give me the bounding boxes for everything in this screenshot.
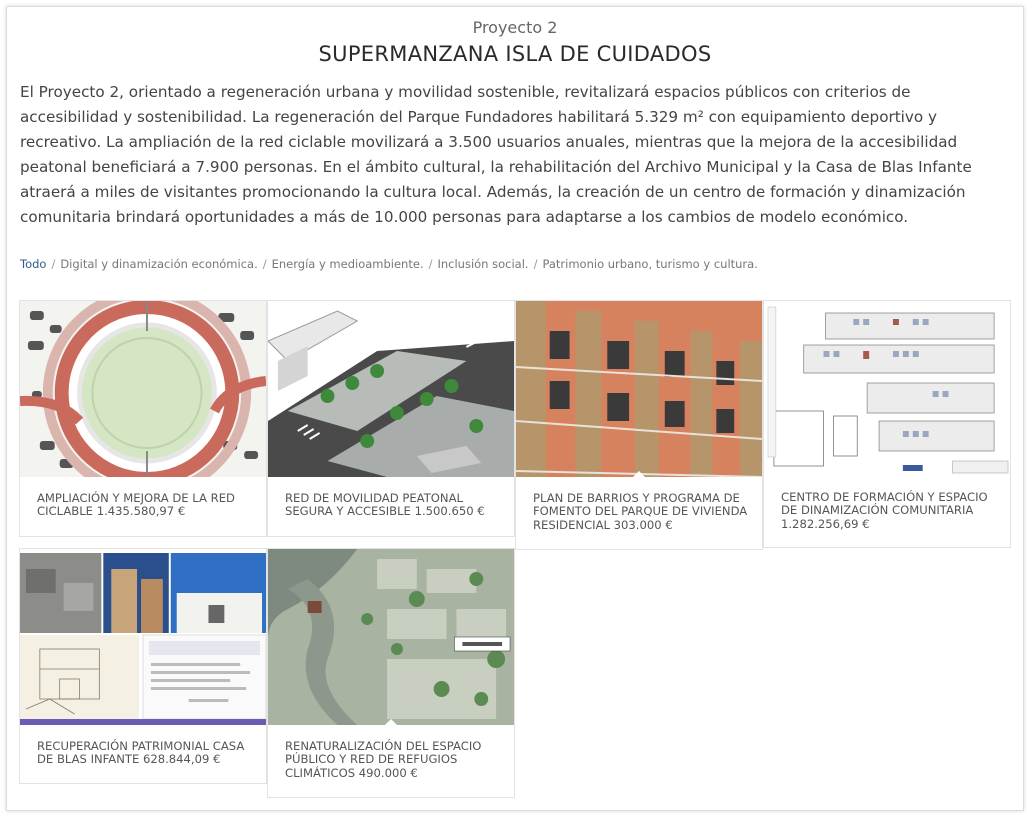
project-card-plan-barrios[interactable] [515, 300, 763, 550]
residential-facade-image [516, 301, 762, 477]
filter-digital[interactable]: Digital y dinamización económica. [60, 257, 258, 271]
filter-separator: / [262, 257, 267, 271]
card-caption: RECUPERACIÓN PATRIMONIAL CASA DE BLAS INFANTE 628.844,09 € [37, 739, 245, 767]
project-card-centro-formacion[interactable] [763, 300, 1011, 548]
heritage-house-collage-image [20, 549, 266, 725]
project-card-red-ciclable[interactable] [19, 300, 267, 537]
card-caption: PLAN DE BARRIOS Y PROGRAMA DE FOMENTO DEL PARQUE DE VIVIENDA RESIDENCIAL 303.000 € [533, 491, 748, 532]
project-card-movilidad-peatonal[interactable] [267, 300, 515, 537]
card-notch [384, 719, 398, 726]
project-description: El Proyecto 2, orientado a regeneración urbana y movilidad sostenible, revitalizará espacios públicos con criterios de accesibilidad y sostenibilidad. La regeneración del Parque Fundadores habilitará 5.329 m² con equipamiento deportivo y recreativo. La ampliación de la red ciclable movilizará a 3.500 usuarios anuales, mientras que la mejora de la accesibilidad peatonal beneficiará a 7.900 personas. En el ámbito cultural, la rehabilitación del Archivo Municipal y la Casa de Blas Infante atraerá a miles de visitantes promocionando la cultura local. Además, la creación de un centro de formación y dinamización comunitaria brindará oportunidades a más de 10.000 personas para adaptarse a los cambios de modelo económico. [20, 83, 972, 226]
filter-separator: / [51, 257, 56, 271]
card-caption: CENTRO DE FORMACIÓN Y ESPACIO DE DINAMIZACIÓN COMUNITARIA 1.282.256,69 € [781, 490, 988, 531]
card-caption: RED DE MOVILIDAD PEATONAL SEGURA Y ACCESIBLE 1.500.650 € [285, 491, 485, 519]
project-card-casa-blas-infante[interactable] [19, 548, 267, 784]
filter-inclusion[interactable]: Inclusión social. [437, 257, 529, 271]
filter-todo[interactable]: Todo [20, 257, 47, 271]
aerial-city-map-image [268, 549, 514, 725]
card-notch [632, 471, 646, 478]
project-subtitle: Proyecto 2 [472, 18, 558, 37]
filter-patrimonio[interactable]: Patrimonio urbano, turismo y cultura. [542, 257, 758, 271]
pedestrian-street-render-image [268, 301, 514, 477]
card-caption: RENATURALIZACIÓN DEL ESPACIO PÚBLICO Y RED DE REFUGIOS CLIMÁTICOS 490.000 € [285, 739, 482, 780]
card-caption: AMPLIACIÓN Y MEJORA DE LA RED CICLABLE 1.435.580,97 € [37, 491, 235, 519]
filter-separator: / [533, 257, 538, 271]
filter-separator: / [428, 257, 433, 271]
project-card-renaturalizacion[interactable] [267, 548, 515, 798]
elevation-drawings-image [764, 301, 1010, 477]
roundabout-plan-image [20, 301, 266, 477]
category-filter-bar [20, 257, 758, 271]
page-title: SUPERMANZANA ISLA DE CUIDADOS [318, 42, 712, 66]
filter-energia[interactable]: Energía y medioambiente. [271, 257, 424, 271]
